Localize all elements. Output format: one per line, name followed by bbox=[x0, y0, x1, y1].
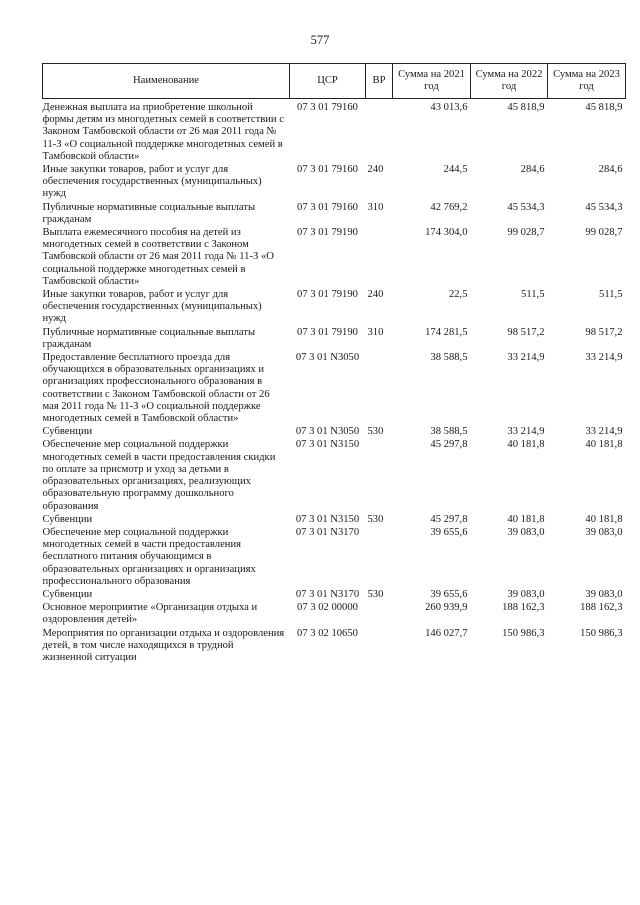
row-sum-2023: 33 214,9 bbox=[585, 426, 623, 438]
row-name: Иные закупки товаров, работ и услуг для обеспечения государственных (муниципальных) нужд bbox=[42, 164, 262, 200]
row-sum-2021: 174 281,5 bbox=[425, 326, 468, 338]
row-vr: 310 bbox=[367, 201, 384, 213]
row-csr: 07 3 01 N3050 bbox=[295, 426, 360, 438]
row-sum-2023: 188 162,3 bbox=[580, 602, 623, 614]
row-sum-2021: 43 013,6 bbox=[430, 102, 468, 113]
row-sum-2022: 98 517,2 bbox=[507, 326, 545, 338]
header-vr: ВР bbox=[366, 64, 393, 99]
row-sum-2022: 188 162,3 bbox=[502, 602, 545, 614]
row-sum-2021: 22,5 bbox=[448, 289, 468, 301]
table-row bbox=[43, 588, 626, 601]
row-name: Публичные нормативные социальные выплаты гражданам bbox=[42, 326, 256, 350]
row-csr: 07 3 01 79160 bbox=[297, 201, 358, 213]
table-row bbox=[43, 526, 626, 588]
table-row bbox=[43, 326, 626, 351]
row-vr: 240 bbox=[367, 289, 384, 301]
row-csr: 07 3 01 79160 bbox=[297, 164, 358, 176]
header-sum-2023: Сумма на 2023 год bbox=[548, 64, 626, 99]
table-row bbox=[43, 99, 626, 164]
row-sum-2022: 511,5 bbox=[521, 289, 545, 301]
row-sum-2021: 45 297,8 bbox=[430, 439, 468, 451]
header-sum-2021: Сумма на 2021 год bbox=[393, 64, 471, 99]
row-sum-2021: 45 297,8 bbox=[430, 513, 468, 525]
table-row bbox=[43, 226, 626, 288]
row-vr bbox=[366, 601, 393, 626]
row-vr bbox=[366, 226, 393, 288]
row-name: Выплата ежемесячного пособия на детей из многодетных семей в соответствии с Законом Тамбовской области от 26 мая 2011 года № 11-З «О социальной поддержке многодетных семей в Тамбовской области» bbox=[42, 227, 274, 287]
header-csr: ЦСР bbox=[290, 64, 366, 99]
row-vr bbox=[366, 526, 393, 588]
row-sum-2021: 39 655,6 bbox=[430, 588, 468, 600]
row-name: Субвенции bbox=[42, 513, 93, 525]
table-header bbox=[43, 64, 626, 99]
row-csr: 07 3 01 N3050 bbox=[295, 352, 360, 364]
row-sum-2022: 99 028,7 bbox=[507, 227, 545, 239]
row-sum-2022: 40 181,8 bbox=[507, 439, 545, 451]
row-sum-2022: 39 083,0 bbox=[507, 588, 545, 600]
row-sum-2022: 150 986,3 bbox=[502, 627, 545, 639]
row-sum-2023: 39 083,0 bbox=[585, 526, 623, 538]
row-vr bbox=[366, 351, 393, 425]
row-csr: 07 3 01 N3150 bbox=[295, 513, 360, 525]
row-csr: 07 3 01 79190 bbox=[297, 227, 358, 239]
row-sum-2023: 45 534,3 bbox=[585, 201, 623, 213]
row-csr: 07 3 01 N3150 bbox=[295, 439, 360, 451]
table-row bbox=[43, 351, 626, 425]
row-name: Публичные нормативные социальные выплаты гражданам bbox=[42, 201, 256, 225]
table-body bbox=[43, 99, 626, 665]
row-name: Обеспечение мер социальной поддержки многодетных семей в части предоставления бесплатного питания обучающимся в образовательных организациях и организациях профессионального образования bbox=[42, 526, 256, 587]
row-sum-2022: 39 083,0 bbox=[507, 526, 545, 538]
row-csr: 07 3 01 N3170 bbox=[295, 588, 360, 600]
row-sum-2023: 45 818,9 bbox=[585, 102, 623, 113]
row-sum-2023: 40 181,8 bbox=[585, 439, 623, 451]
header-sum-2022: Сумма на 2022 год bbox=[471, 64, 548, 99]
budget-table bbox=[42, 63, 626, 664]
row-sum-2021: 42 769,2 bbox=[430, 201, 468, 213]
table-row bbox=[43, 201, 626, 226]
row-sum-2021: 244,5 bbox=[443, 164, 468, 176]
row-name: Мероприятия по организации отдыха и оздоровления детей, в том числе находящихся в трудной жизненной ситуации bbox=[42, 627, 285, 663]
row-sum-2021: 174 304,0 bbox=[425, 227, 468, 239]
table-row bbox=[43, 438, 626, 512]
row-name: Иные закупки товаров, работ и услуг для обеспечения государственных (муниципальных) нужд bbox=[42, 289, 262, 325]
row-sum-2023: 511,5 bbox=[599, 289, 623, 301]
row-csr: 07 3 01 79190 bbox=[297, 289, 358, 301]
row-csr: 07 3 01 N3170 bbox=[295, 526, 360, 538]
table-row bbox=[43, 425, 626, 438]
row-csr: 07 3 02 00000 bbox=[297, 602, 358, 614]
table-row bbox=[43, 163, 626, 201]
row-sum-2022: 45 534,3 bbox=[507, 201, 545, 213]
row-vr: 530 bbox=[367, 513, 384, 525]
row-vr bbox=[366, 99, 393, 164]
table-row bbox=[43, 601, 626, 626]
row-sum-2023: 284,6 bbox=[598, 164, 623, 176]
row-vr: 530 bbox=[367, 426, 384, 438]
row-vr: 310 bbox=[367, 326, 384, 338]
row-vr: 530 bbox=[367, 588, 384, 600]
row-sum-2023: 33 214,9 bbox=[585, 352, 623, 364]
row-sum-2022: 33 214,9 bbox=[507, 352, 545, 364]
row-sum-2021: 39 655,6 bbox=[430, 526, 468, 538]
row-sum-2022: 33 214,9 bbox=[507, 426, 545, 438]
row-sum-2021: 146 027,7 bbox=[425, 627, 468, 639]
row-sum-2023: 39 083,0 bbox=[585, 588, 623, 600]
row-sum-2023: 98 517,2 bbox=[585, 326, 623, 338]
table-row bbox=[43, 627, 626, 665]
row-name: Предоставление бесплатного проезда для обучающихся в образовательных организациях и организациях профессионального образования в соответствии с Законом Тамбовской области от 26 мая 2011 года № 11-З «О социальной поддержке многодетных семей в Тамбовской области» bbox=[42, 352, 270, 425]
row-sum-2023: 99 028,7 bbox=[585, 227, 623, 239]
table-row bbox=[43, 288, 626, 326]
row-name: Субвенции bbox=[42, 588, 93, 600]
row-vr: 240 bbox=[367, 164, 384, 176]
row-name: Денежная выплата на приобретение школьной формы детям из многодетных семей в соответствии с Законом Тамбовской области от 26 мая 2011 года № 11-З «О социальной поддержке многодетных семей в Тамбовской области» bbox=[42, 102, 284, 162]
row-sum-2022: 45 818,9 bbox=[507, 102, 545, 113]
row-csr: 07 3 02 10650 bbox=[297, 627, 358, 639]
row-sum-2021: 260 939,9 bbox=[425, 602, 468, 614]
row-sum-2021: 38 588,5 bbox=[430, 426, 468, 438]
row-sum-2021: 38 588,5 bbox=[430, 352, 468, 364]
table-row bbox=[43, 513, 626, 526]
header-name: Наименование bbox=[43, 64, 290, 99]
row-sum-2023: 40 181,8 bbox=[585, 513, 623, 525]
row-sum-2022: 284,6 bbox=[520, 164, 545, 176]
row-csr: 07 3 01 79160 bbox=[297, 102, 358, 113]
row-csr: 07 3 01 79190 bbox=[297, 326, 358, 338]
page-number: 577 bbox=[310, 33, 330, 47]
row-name: Основное мероприятие «Организация отдыха и оздоровления детей» bbox=[42, 602, 258, 626]
row-sum-2022: 40 181,8 bbox=[507, 513, 545, 525]
row-name: Субвенции bbox=[42, 426, 93, 438]
row-name: Обеспечение мер социальной поддержки многодетных семей в части предоставления скидки по оплате за присмотр и уход за детьми в образовательных организациях, реализующих образовательную программу дошкольного образования bbox=[42, 439, 276, 512]
row-vr bbox=[366, 627, 393, 665]
row-sum-2023: 150 986,3 bbox=[580, 627, 623, 639]
row-vr bbox=[366, 438, 393, 512]
